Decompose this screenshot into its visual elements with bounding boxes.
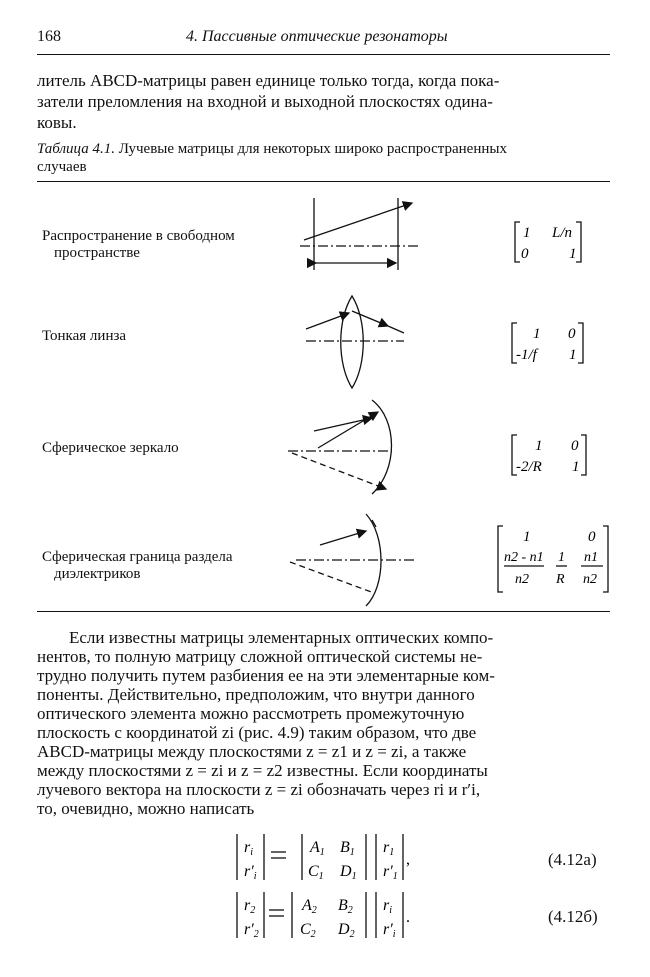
table-caption-label: Таблица 4.1.	[37, 141, 115, 157]
body-line-9: лучевого вектора на плоскости z = zi обозначать через ri и r′i,	[37, 780, 481, 799]
chapter-title: 4. Пассивные оптические резонаторы	[186, 28, 448, 45]
table-caption-text: Лучевые матрицы для некоторых широко распространенных	[118, 141, 507, 157]
m2-d: 1	[569, 347, 577, 363]
equation-number-4-12a: (4.12а)	[548, 850, 597, 869]
svg-text:r1: r1	[383, 839, 395, 858]
svg-text:,: ,	[406, 851, 410, 868]
m2-a: 1	[533, 326, 541, 342]
equation-4-12b	[237, 892, 410, 940]
intro-line-3: ковы.	[37, 113, 77, 132]
svg-text:r′i: r′i	[383, 921, 396, 940]
body-line-7: ABCD-матрицы между плоскостями z = z1 и z = zi, а также	[37, 742, 467, 761]
equation-number-4-12b: (4.12б)	[548, 907, 598, 926]
row-label-thin-lens: Тонкая линза	[42, 328, 127, 344]
m4-c-num: n2 - n1	[504, 550, 544, 565]
free-space-diagram	[300, 198, 418, 270]
row-label-dielectric-interface: Сферическая граница раздела диэлектриков	[42, 549, 233, 582]
svg-text:ri: ri	[244, 839, 254, 858]
page-number: 168	[37, 28, 61, 45]
svg-text:.: .	[406, 909, 410, 926]
table-caption-text-2: случаев	[37, 159, 87, 175]
m4-a: 1	[523, 529, 531, 545]
svg-text:r′i: r′i	[244, 863, 257, 882]
row-label-spherical-mirror: Сферическое зеркало	[42, 440, 179, 456]
m4-c-den: n2	[515, 572, 529, 587]
m4-d-den: n2	[583, 572, 597, 587]
m3-b: 0	[571, 438, 579, 454]
m3-c: -2/R	[516, 459, 542, 475]
intro-line-1: литель ABCD-матрицы равен единице только тогда, когда пока-	[37, 71, 500, 90]
m4-c-R: R	[556, 572, 565, 587]
svg-text:r′2: r′2	[244, 921, 259, 940]
table-bottom-rule	[37, 611, 610, 612]
spherical-mirror-diagram	[288, 400, 392, 494]
m4-d-num: n1	[584, 550, 598, 565]
m4-b: 0	[588, 529, 596, 545]
body-line-10: то, очевидно, можно написать	[37, 799, 255, 818]
m1-c: 0	[521, 246, 529, 262]
body-line-2: нентов, то полную матрицу сложной оптической системы не-	[37, 647, 483, 666]
svg-text:D1: D1	[340, 863, 357, 882]
svg-text:D2: D2	[338, 921, 355, 940]
m1-b: L/n	[552, 225, 573, 241]
body-paragraph	[37, 628, 610, 818]
body-line-3: трудно получить путем разбиения ее на эти элементарные ком-	[37, 666, 495, 685]
m3-a: 1	[535, 438, 543, 454]
svg-text:r2: r2	[244, 897, 256, 916]
body-line-6: плоскость с координатой zi (рис. 4.9) таким образом, что две	[37, 723, 477, 742]
body-line-5: оптического элемента можно рассмотреть промежуточную	[37, 704, 465, 723]
thin-lens-diagram	[306, 296, 404, 388]
row-label-free-space: Распространение в свободном пространстве	[42, 228, 235, 261]
m2-c: -1/f	[516, 347, 537, 363]
m3-d: 1	[572, 459, 580, 475]
svg-text:C1: C1	[308, 863, 324, 882]
intro-line-2: затели преломления на входной и выходной плоскостях одина-	[37, 92, 493, 111]
body-line-4: поненты. Действительно, предположим, что внутри данного	[37, 685, 475, 704]
body-line-8: между плоскостями z = zi и z = z2 известны. Если координаты	[37, 761, 488, 780]
dielectric-interface-diagram	[290, 514, 414, 606]
m2-b: 0	[568, 326, 576, 342]
svg-text:B2: B2	[338, 897, 353, 916]
equation-4-12a	[237, 834, 410, 882]
svg-text:ri: ri	[383, 897, 393, 916]
svg-text:C2: C2	[300, 921, 316, 940]
m1-a: 1	[523, 225, 531, 241]
body-line-1: Если известны матрицы элементарных оптических компо-	[69, 628, 494, 647]
svg-text:A1: A1	[310, 839, 325, 858]
svg-text:r′1: r′1	[383, 863, 398, 882]
svg-text:B1: B1	[340, 839, 355, 858]
m4-c-mid: 1	[558, 550, 565, 565]
m1-d: 1	[569, 246, 577, 262]
svg-text:A2: A2	[302, 897, 317, 916]
